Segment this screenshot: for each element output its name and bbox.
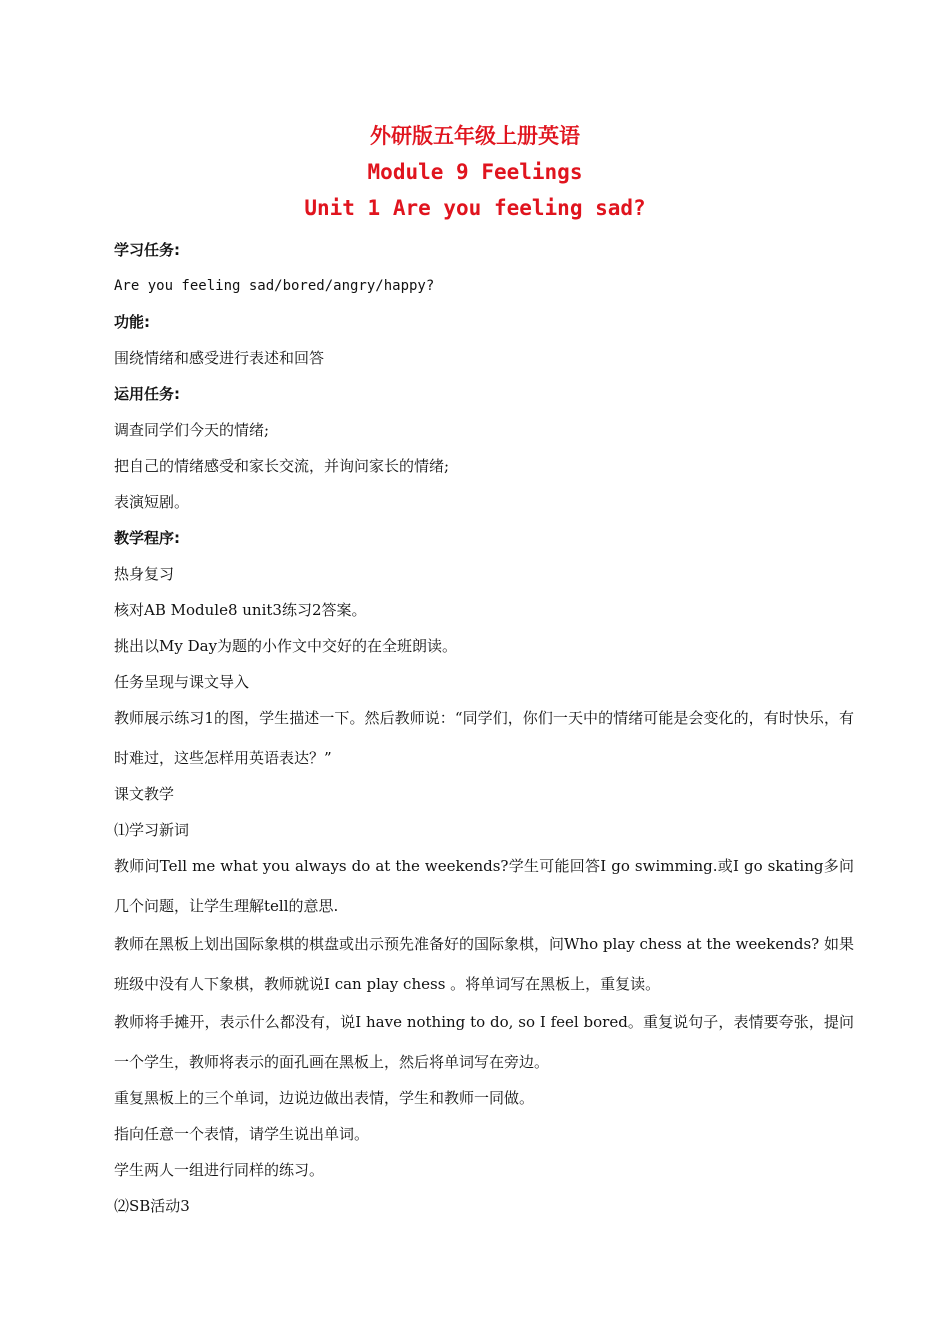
procedure-paragraph: 教师将手摊开，表示什么都没有，说I have nothing to do, so I feel bored。重复说句子，表情要夸张，提问一个学生，教师将表示的面孔画在黑板上，然后将单词写在旁边。 <box>114 1013 854 1071</box>
use-task-heading: 运用任务: <box>114 385 180 403</box>
procedure-paragraph: 教师问Tell me what you always do at the weekends?学生可能回答I go swimming.或I go skating多问几个问题，让学生理解tell的意思. <box>114 857 854 915</box>
use-task-item: 把自己的情绪感受和家长交流，并询问家长的情绪; <box>114 457 450 475</box>
learning-task-heading: 学习任务: <box>114 241 180 259</box>
procedure-paragraph: 教师展示练习1的图，学生描述一下。然后教师说：“同学们，你们一天中的情绪可能是会变化的，有时快乐，有时难过，这些怎样用英语表达？” <box>114 709 854 767</box>
procedure-line: 指向任意一个表情，请学生说出单词。 <box>114 1125 370 1143</box>
procedure-heading: 教学程序: <box>114 529 180 547</box>
use-task-item: 表演短剧。 <box>114 493 190 511</box>
function-heading: 功能: <box>114 313 150 331</box>
document-body <box>114 232 854 1224</box>
procedure-line: 任务呈现与课文导入 <box>114 673 250 691</box>
use-task-item: 调查同学们今天的情绪; <box>114 421 270 439</box>
module-title: Module 9 Feelings <box>367 160 583 184</box>
unit-title: Unit 1 Are you feeling sad? <box>304 196 646 220</box>
step-heading: ⑴学习新词 <box>114 821 190 839</box>
step-heading: ⑵SB活动3 <box>114 1197 190 1215</box>
procedure-paragraph: 教师在黑板上划出国际象棋的棋盘或出示预先准备好的国际象棋，问Who play chess at the weekends? 如果班级中没有人下象棋，教师就说I can play chess 。将单词写在黑板上，重复读。 <box>114 935 854 993</box>
document-title: 外研版五年级上册英语 <box>370 124 580 148</box>
lesson-heading: 课文教学 <box>114 785 175 803</box>
procedure-line: 挑出以My Day为题的小作文中交好的在全班朗读。 <box>114 637 458 655</box>
procedure-line: 学生两人一组进行同样的练习。 <box>114 1161 325 1179</box>
procedure-line: 热身复习 <box>114 565 175 583</box>
procedure-line: 重复黑板上的三个单词，边说边做出表情，学生和教师一同做。 <box>114 1089 535 1107</box>
procedure-line: 核对AB Module8 unit3练习2答案。 <box>114 601 367 619</box>
function-text: 围绕情绪和感受进行表述和回答 <box>114 349 325 367</box>
title-block <box>0 118 950 226</box>
learning-task-text: Are you feeling sad/bored/angry/happy? <box>114 278 435 294</box>
